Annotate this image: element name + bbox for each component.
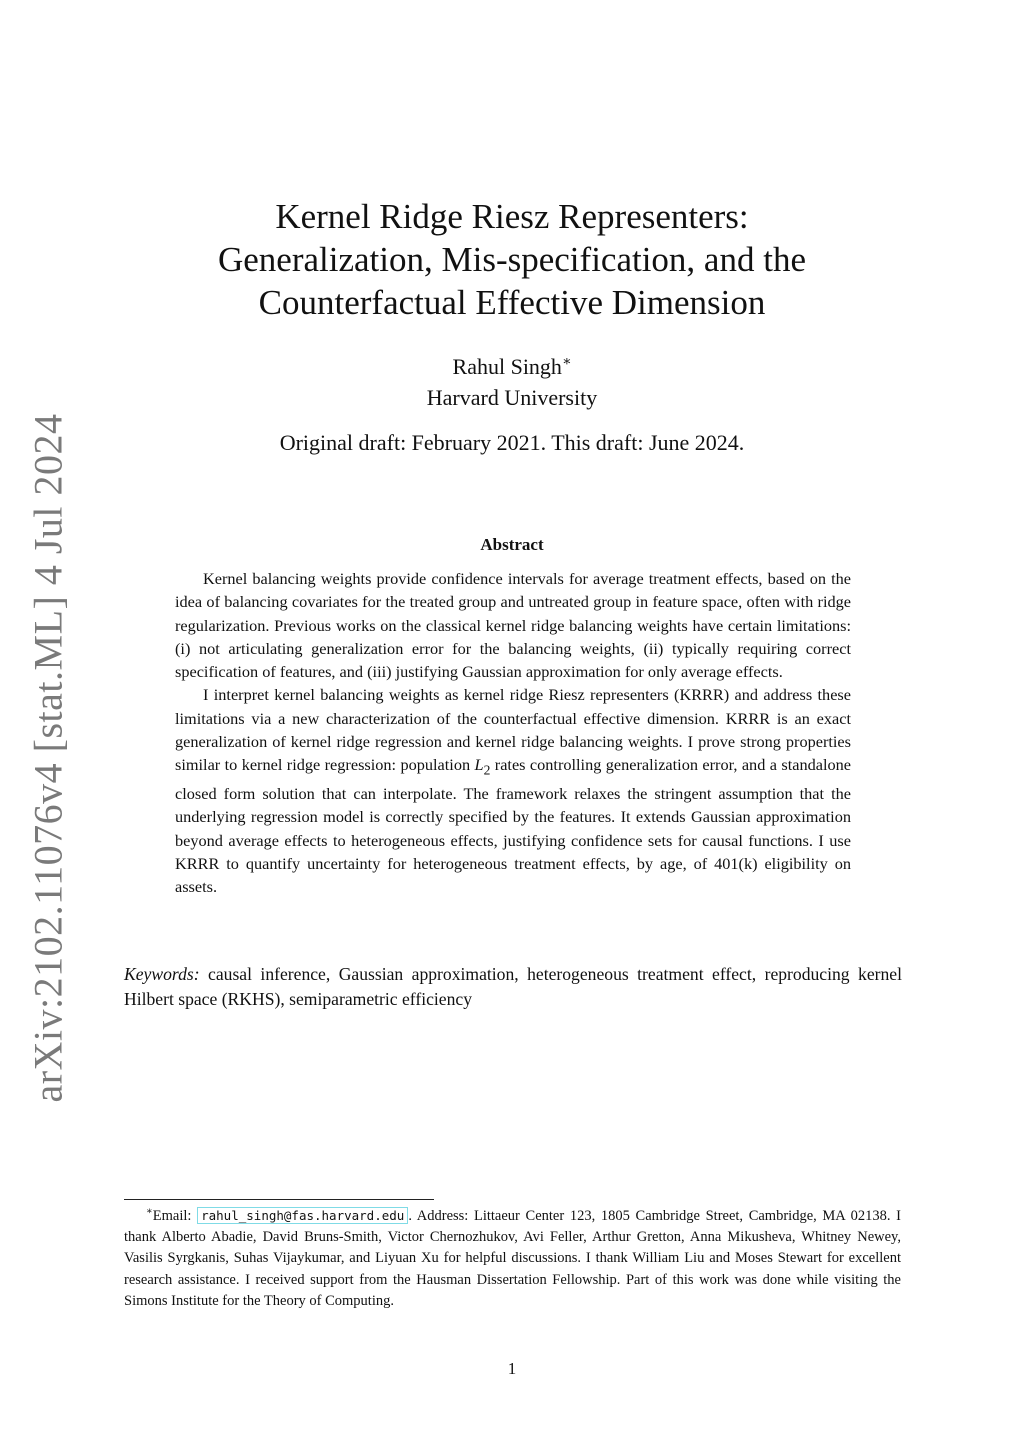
abstract-paragraph-2 bbox=[175, 683, 851, 898]
abstract-paragraph-2-end: rates controlling generalization error, and a standalone closed form solution that can interpolate. The framework relaxes the stringent assumption that the underlying regression model is correctly specified by the features. It extends Gaussian approximation beyond average effects to heterogeneous effects, justifying confidence sets for causal functions. I use KRRR to quantify uncertainty for heterogeneous treatment effects, by age, of 401(k) eligibility on assets. bbox=[175, 755, 851, 897]
author-email-link[interactable]: rahul_singh@fas.harvard.edu bbox=[197, 1207, 408, 1224]
abstract-paragraph-1: Kernel balancing weights provide confidence intervals for average treatment effects, based on the idea of balancing covariates for the treated group and untreated group in feature space, often with ridge regularization. Previous works on the classical kernel ridge balancing weights have certain limitations: (i) not articulating generalization error for the balancing weights, (ii) typically requiring correct specification of features, and (iii) justifying Gaussian approximation for only average effects. bbox=[175, 569, 851, 682]
footnote-email-label: Email: bbox=[152, 1208, 198, 1224]
l2-subscript: 2 bbox=[483, 762, 491, 778]
paper-title bbox=[124, 195, 900, 324]
draft-date: Original draft: February 2021. This draft: June 2024. bbox=[279, 430, 745, 455]
keywords bbox=[124, 962, 902, 1012]
page-number: 1 bbox=[507, 1359, 517, 1378]
title-line-1: Kernel Ridge Riesz Representers: bbox=[275, 197, 749, 236]
abstract-paragraph-2-start: I interpret kernel balancing weights as kernel ridge Riesz representers (KRRR) and address these limitations via a new characterization of the counterfactual effective dimension. KRRR is an exact generalization of kernel ridge regression and kernel ridge balancing weights. I prove strong properties similar to kernel ridge regression: population bbox=[175, 685, 851, 775]
author-footnote-marker[interactable]: ∗ bbox=[561, 354, 572, 370]
title-line-3: Counterfactual Effective Dimension bbox=[258, 283, 766, 322]
keywords-text: causal inference, Gaussian approximation, heterogeneous treatment effect, reproducing kernel Hilbert space (RKHS), semiparametric efficiency bbox=[124, 964, 902, 1009]
footnote bbox=[124, 1205, 901, 1312]
abstract-body bbox=[175, 567, 851, 898]
author-name: Rahul Singh bbox=[452, 354, 562, 379]
footnote-divider bbox=[124, 1199, 434, 1200]
abstract-heading: Abstract bbox=[480, 535, 544, 554]
author-affiliation: Harvard University bbox=[426, 385, 598, 410]
arxiv-identifier-stamp: arXiv:2102.11076v4 [stat.ML] 4 Jul 2024 bbox=[25, 413, 71, 1103]
keywords-label: Keywords: bbox=[124, 964, 200, 984]
footnote-marker: ∗ bbox=[146, 1206, 153, 1218]
footnote-text: . Address: Littaeur Center 123, 1805 Cambridge Street, Cambridge, MA 02138. I thank Alberto Abadie, David Bruns-Smith, Victor Chernozhukov, Avi Feller, Arthur Gretton, Anna Mikusheva, Whitney Newey, Vasilis Syrgkanis, Suhas Vijaykumar, and Liyuan Xu for helpful discussions. I thank William Liu and Moses Stewart for excellent research assistance. I received support from the Hausman Dissertation Fellowship. Part of this work was done while visiting the Simons Institute for the Theory of Computing. bbox=[124, 1208, 901, 1309]
author-block bbox=[124, 351, 900, 413]
footnote-paragraph bbox=[124, 1205, 901, 1312]
title-line-2: Generalization, Mis-specification, and the bbox=[218, 240, 806, 279]
author-name-line bbox=[124, 351, 900, 382]
l2-symbol: L bbox=[474, 755, 484, 775]
